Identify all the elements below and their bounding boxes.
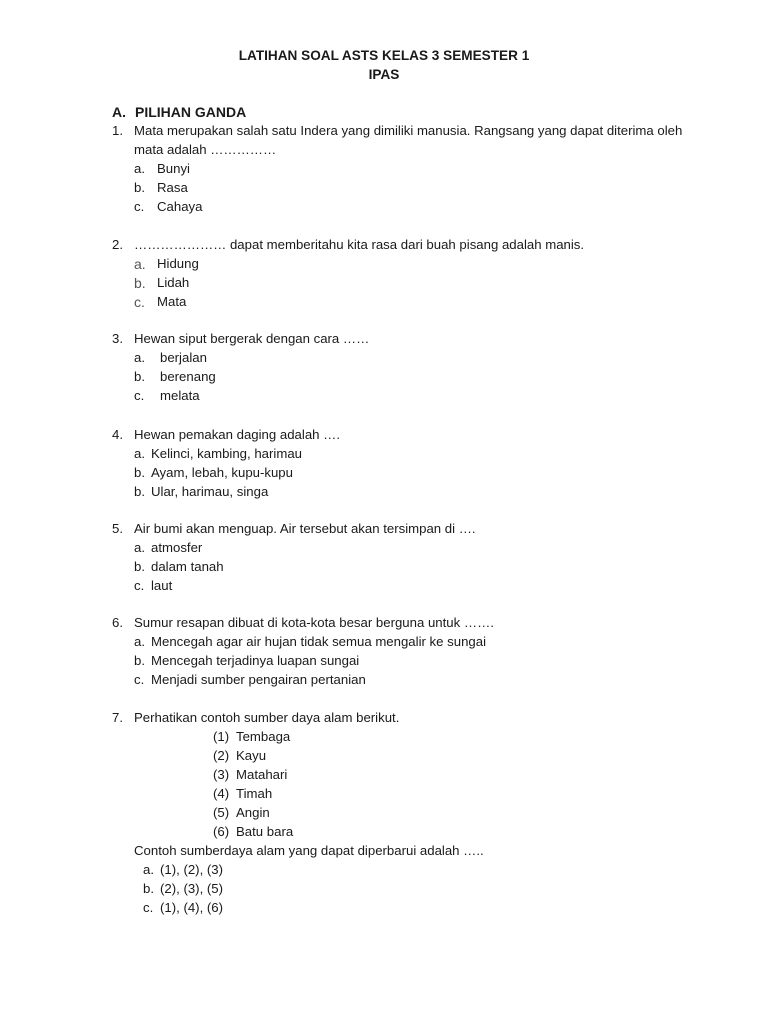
option-text: (1), (2), (3) bbox=[160, 861, 224, 877]
option bbox=[112, 160, 692, 179]
option-label: b. bbox=[143, 880, 154, 896]
option-text: melata bbox=[160, 387, 200, 403]
document-header bbox=[0, 46, 768, 84]
question-stem bbox=[112, 426, 692, 445]
list-label: (3) bbox=[213, 766, 230, 782]
option-text: Hidung bbox=[157, 255, 199, 271]
option-text: (2), (3), (5) bbox=[160, 880, 224, 896]
option bbox=[112, 368, 692, 387]
question-stem bbox=[112, 520, 692, 539]
option-label: c. bbox=[134, 293, 145, 310]
option bbox=[112, 387, 692, 406]
question-stem bbox=[112, 709, 692, 728]
option-label: c. bbox=[134, 198, 145, 214]
option-label: a. bbox=[134, 255, 146, 272]
option-text: Kelinci, kambing, harimau bbox=[151, 445, 302, 461]
option-text: Mencegah terjadinya luapan sungai bbox=[151, 652, 360, 668]
option-label: a. bbox=[134, 445, 145, 461]
list-text: Tembaga bbox=[236, 728, 291, 744]
section-heading bbox=[112, 103, 246, 122]
list-label: (6) bbox=[213, 823, 230, 839]
option-label: a. bbox=[134, 633, 145, 649]
question-stem bbox=[112, 122, 692, 160]
option bbox=[112, 255, 692, 274]
question-5 bbox=[112, 520, 692, 596]
resource-list-item bbox=[112, 766, 692, 785]
option bbox=[112, 274, 692, 293]
question-number: 7. bbox=[112, 710, 123, 725]
option bbox=[112, 198, 692, 217]
option-text: berjalan bbox=[160, 349, 207, 365]
option-label: c. bbox=[143, 899, 154, 915]
option-text: Mata bbox=[157, 293, 187, 309]
question-4 bbox=[112, 426, 692, 502]
question-follow-up: Contoh sumberdaya alam yang dapat diperbarui adalah ….. bbox=[134, 842, 484, 858]
resource-list-item bbox=[112, 823, 692, 842]
question-stem bbox=[112, 330, 692, 349]
list-label: (4) bbox=[213, 785, 230, 801]
option-label: c. bbox=[134, 671, 145, 687]
option-label: b. bbox=[134, 274, 146, 291]
option-label: a. bbox=[134, 160, 145, 176]
question-7 bbox=[112, 709, 692, 918]
option-text: Ular, harimau, singa bbox=[151, 483, 269, 499]
section-title: PILIHAN GANDA bbox=[135, 104, 247, 120]
list-label: (1) bbox=[213, 728, 230, 744]
option-text: Menjadi sumber pengairan pertanian bbox=[151, 671, 366, 687]
list-label: (2) bbox=[213, 747, 230, 763]
option bbox=[112, 445, 692, 464]
option-label: b. bbox=[134, 558, 145, 574]
question-6 bbox=[112, 614, 692, 690]
option bbox=[112, 671, 692, 690]
option bbox=[112, 539, 692, 558]
resource-list-item bbox=[112, 785, 692, 804]
option-text: dalam tanah bbox=[151, 558, 224, 574]
option-text: Ayam, lebah, kupu-kupu bbox=[151, 464, 293, 480]
option-label: b. bbox=[134, 464, 145, 480]
option-label: b. bbox=[134, 483, 145, 499]
list-text: Matahari bbox=[236, 766, 288, 782]
option bbox=[112, 179, 692, 198]
option-text: berenang bbox=[160, 368, 216, 384]
question-number: 3. bbox=[112, 331, 123, 346]
list-text: Batu bara bbox=[236, 823, 294, 839]
option-text: Mencegah agar air hujan tidak semua mengalir ke sungai bbox=[151, 633, 487, 649]
option bbox=[112, 464, 692, 483]
option bbox=[112, 558, 692, 577]
option-text: atmosfer bbox=[151, 539, 203, 555]
question-number: 1. bbox=[112, 123, 123, 138]
question-text: Perhatikan contoh sumber daya alam berikut. bbox=[134, 710, 400, 725]
option-text: Bunyi bbox=[157, 160, 190, 176]
option-label: b. bbox=[134, 652, 145, 668]
option-label: b. bbox=[134, 368, 145, 384]
question-number: 4. bbox=[112, 427, 123, 442]
document-subject: IPAS bbox=[368, 67, 400, 82]
document-title: LATIHAN SOAL ASTS KELAS 3 SEMESTER 1 bbox=[238, 48, 530, 63]
option bbox=[112, 349, 692, 368]
question-text: Hewan siput bergerak dengan cara …… bbox=[134, 331, 370, 346]
section-letter: A. bbox=[112, 104, 126, 120]
question-number: 2. bbox=[112, 237, 123, 252]
option bbox=[112, 899, 692, 918]
list-text: Kayu bbox=[236, 747, 267, 763]
resource-list-item bbox=[112, 728, 692, 747]
option-label: b. bbox=[134, 179, 145, 195]
question-number: 5. bbox=[112, 521, 123, 536]
list-label: (5) bbox=[213, 804, 230, 820]
option bbox=[112, 861, 692, 880]
question-text: Hewan pemakan daging adalah …. bbox=[134, 427, 341, 442]
option bbox=[112, 577, 692, 596]
option-text: Cahaya bbox=[157, 198, 203, 214]
option-text: Lidah bbox=[157, 274, 190, 290]
option-label: c. bbox=[134, 387, 145, 403]
question-text: ………………… dapat memberitahu kita rasa dari buah pisang adalah manis. bbox=[134, 237, 585, 252]
list-text: Timah bbox=[236, 785, 273, 801]
option bbox=[112, 293, 692, 312]
option-label: a. bbox=[143, 861, 154, 877]
list-text: Angin bbox=[236, 804, 270, 820]
resource-list-item bbox=[112, 804, 692, 823]
question-stem bbox=[112, 236, 692, 255]
question-stem bbox=[112, 614, 692, 633]
option-label: a. bbox=[134, 349, 145, 365]
option-text: (1), (4), (6) bbox=[160, 899, 224, 915]
option-label: c. bbox=[134, 577, 145, 593]
option bbox=[112, 880, 692, 899]
question-text: Air bumi akan menguap. Air tersebut akan tersimpan di …. bbox=[134, 521, 476, 536]
question-text: Mata merupakan salah satu Indera yang dimiliki manusia. Rangsang yang dapat diterima oleh mata adalah …………… bbox=[134, 123, 683, 157]
option bbox=[112, 483, 692, 502]
question-3 bbox=[112, 330, 692, 406]
option-text: Rasa bbox=[157, 179, 188, 195]
option bbox=[112, 633, 692, 652]
option-text: laut bbox=[151, 577, 173, 593]
question-2 bbox=[112, 236, 692, 312]
option bbox=[112, 652, 692, 671]
resource-list-item bbox=[112, 747, 692, 766]
question-text: Sumur resapan dibuat di kota-kota besar berguna untuk ……. bbox=[134, 615, 494, 630]
question-number: 6. bbox=[112, 615, 123, 630]
option-label: a. bbox=[134, 539, 145, 555]
question-1 bbox=[112, 122, 692, 217]
